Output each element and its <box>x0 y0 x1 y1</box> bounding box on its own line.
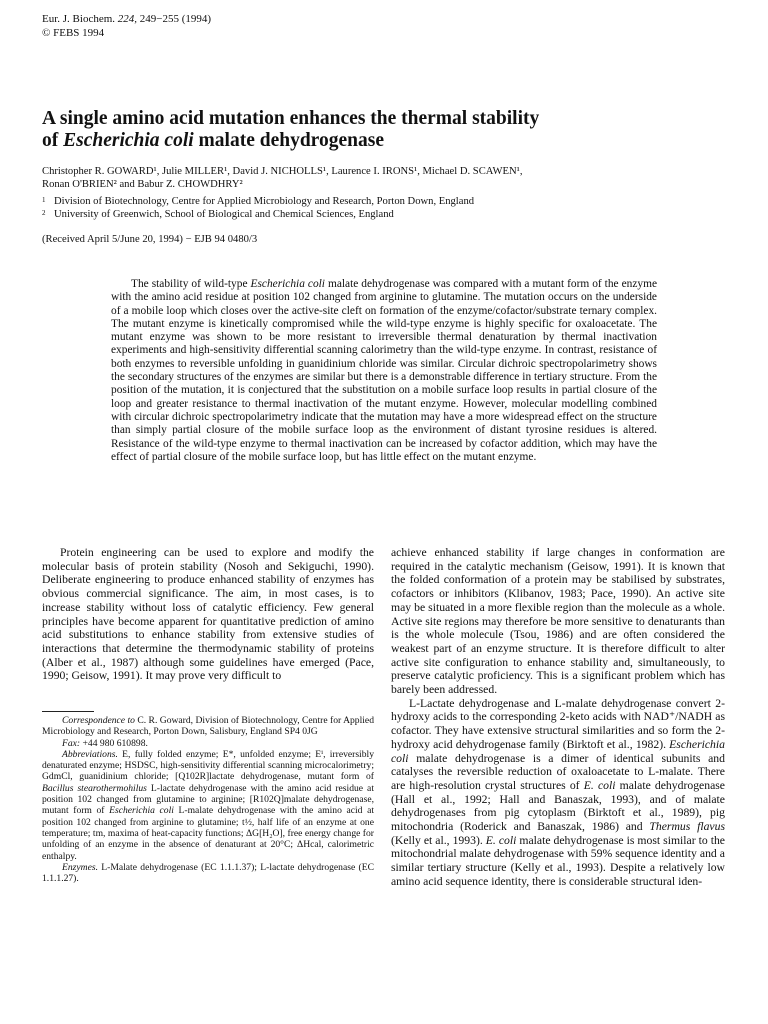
copyright: © FEBS 1994 <box>42 27 105 39</box>
journal-header <box>42 12 211 40</box>
journal-volume: 224, <box>117 13 138 25</box>
title-italic: Escherichia coli <box>63 130 194 151</box>
body-paragraph-2: L-Lactate dehydrogenase and L-malate dehydrogenase convert 2-hydroxy acids to the corresponding 2-keto acids with NAD⁺/NADH as cofactor. They have extensive structural similarities and so form the 2-hydroxy acid dehydrogenase family (Birktoft et al., 1982). Escherichia coli malate dehydrogenase is a dimer of identical subunits and catalyses the reversible reduction of oxaloacetate to L-malate. There are high-resolution crystal structures of E. coli malate dehydrogenase (Hall et al., 1992; Hall and Banaszak, 1993), and of malate dehydrogenases from pig cytoplasm (Birktoft et al., 1989), pig mitochondria (Roderick and Banaszak, 1986) and Thermus flavus (Kelly et al., 1993). E. coli malate dehydrogenase is most similar to the mitochondrial malate dehydrogenase with 59% sequence identity and a similar tertiary structure (Kelly et al., 1993). Despite a relatively low amino acid sequence identity, there is considerable structural iden- <box>391 696 725 888</box>
enzymes-note: Enzymes. L-Malate dehydrogenase (EC 1.1.1.37); L-lactate dehydrogenase (EC 1.1.1.27). <box>42 861 374 885</box>
author-list <box>42 165 732 191</box>
footnote-divider <box>42 711 94 712</box>
citation-line <box>42 12 211 26</box>
abbreviations-note: Abbreviations. E, fully folded enzyme; E*, unfolded enzyme; Eⁱ, irreversibly denaturated enzyme; HSDSC, high-sensitivity differential scanning microcalorimetry; GdmCl, guanidinium chloride; [Q102R]lactate dehydrogenase, mutant form of Bacillus stearothermohilus L-lactate dehydrogenase with the amino acid residue at position 102 changed from glutamine to arginine; [R102Q]malate dehydrogenase, mutant form of Escherichia coli L-malate dehydrogenase with the amino acid at position 102 changed from arginine to glutamine; t½, half life of an enzyme at one temperature; tm, maxima of heat-capacity functions; ΔG[H₂O], free energy change for unfolding of an enzyme in the absence of denaturant at 20°C; ΔHcal, calorimetric enthalpy. <box>42 748 374 862</box>
paper-title <box>42 108 722 152</box>
journal-pages: 249−255 (1994) <box>139 13 212 25</box>
abstract: The stability of wild-type Escherichia coli malate dehydrogenase was compared with a mutant form of the enzyme with the amino acid residue at position 102 changed from arginine to glutamine. The mutation occurs on the underside of a mobile loop which closes over the active-site cleft on formation of the enzyme/cofactor/substrate ternary complex. The mutant enzyme is kinetically compromised while the wild-type enzyme is highly specific for oxaloacetate. The mutant enzyme was shown to be more resistant to irreversible thermal denaturation by thermal inactivation experiments and high-sensitivity differential scanning calorimetry than the wild-type enzyme. In contrast, resistance of both enzymes to reversible unfolding in guanidinium chloride was similar. Circular dichroic spectropolarimetry shows the secondary structures of the enzymes are similar but there is a demonstrable difference in tertiary structure. From the position of the mutation, it is conjectured that the substitution on a mobile surface loop results in partial closure of the loop and greater resistance to thermal inactivation of the mutant enzyme. However, molecular modelling combined with circular dichroic spectropolarimetry indicate that the mutation may have a more widespread effect on the structure than simply partial closure of the mobile surface loop as the environment of distant tyrosine residues is altered. Resistance of the wild-type enzyme to thermal inactivation can be increased by cofactor addition, which may have the effect of partial closure of the mobile surface loop, but has little effect on the mutant enzyme. <box>111 278 658 463</box>
footnotes <box>42 715 374 884</box>
received-date: (Received April 5/June 20, 1994) − EJB 94 0480/3 <box>42 234 258 245</box>
affiliations <box>42 195 732 221</box>
fax-note: Fax: +44 980 610898. <box>62 737 148 749</box>
title-line-1: A single amino acid mutation enhances the thermal stability <box>42 108 540 129</box>
correspondence-note: Correspondence to C. R. Goward, Division of Biotechnology, Centre for Applied Microbiology and Research, Porton Down, Salisbury, England SP4 0JG <box>42 715 374 738</box>
affiliation-2: 2 University of Greenwich, School of Biological and Chemical Sciences, England <box>42 209 394 220</box>
authors-line-2: Ronan O'BRIEN² and Babur Z. CHOWDHRY² <box>42 179 243 190</box>
body-column-left <box>42 546 374 683</box>
intro-paragraph: Protein engineering can be used to explore and modify the molecular basis of protein stability (Nosoh and Sekiguchi, 1990). Deliberate engineering to produce enhanced stability of enzymes has obvious commercial significance. The aim, in most cases, is to increase stability without loss of catalytic efficiency. Few general principles have become apparent for quantitative prediction of amino acid substitutions to enhance stability from extensive studies of interactions that determine the thermodynamic stability of proteins (Alber et al., 1987) although some guidelines have emerged (Pace, 1990; Geisow, 1991). It may prove very difficult to <box>42 546 374 683</box>
affiliation-1: 1 Division of Biotechnology, Centre for Applied Microbiology and Research, Porton Down, England <box>42 196 475 207</box>
authors-line-1: Christopher R. GOWARD¹, Julie MILLER¹, David J. NICHOLLS¹, Laurence I. IRONS¹, Michael D. SCAWEN¹, <box>42 166 523 177</box>
journal-name: Eur. J. Biochem. <box>42 13 116 25</box>
body-column-right <box>391 546 725 889</box>
title-line-2: of Escherichia coli malate dehydrogenase <box>42 130 384 151</box>
body-paragraph-1: achieve enhanced stability if large changes in conformation are required in the catalytic mechanism (Geisow, 1991). It is known that the folded conformation of a protein may be stabilised by substrates, cofactors or inhibitors (Klibanov, 1983; Pace, 1990). An active site may be situated in a more flexible region than the molecule as a whole. Active site regions may therefore be more sensitive to denaturants than is the whole molecule (Tsou, 1986) and are often considered the weakest part of an enzyme structure. It is therefore difficult to alter active site configuration to enhance stability and, simultaneously, to preserve catalytic proficiency. This is a significant problem which has barely been addressed. <box>391 546 725 697</box>
